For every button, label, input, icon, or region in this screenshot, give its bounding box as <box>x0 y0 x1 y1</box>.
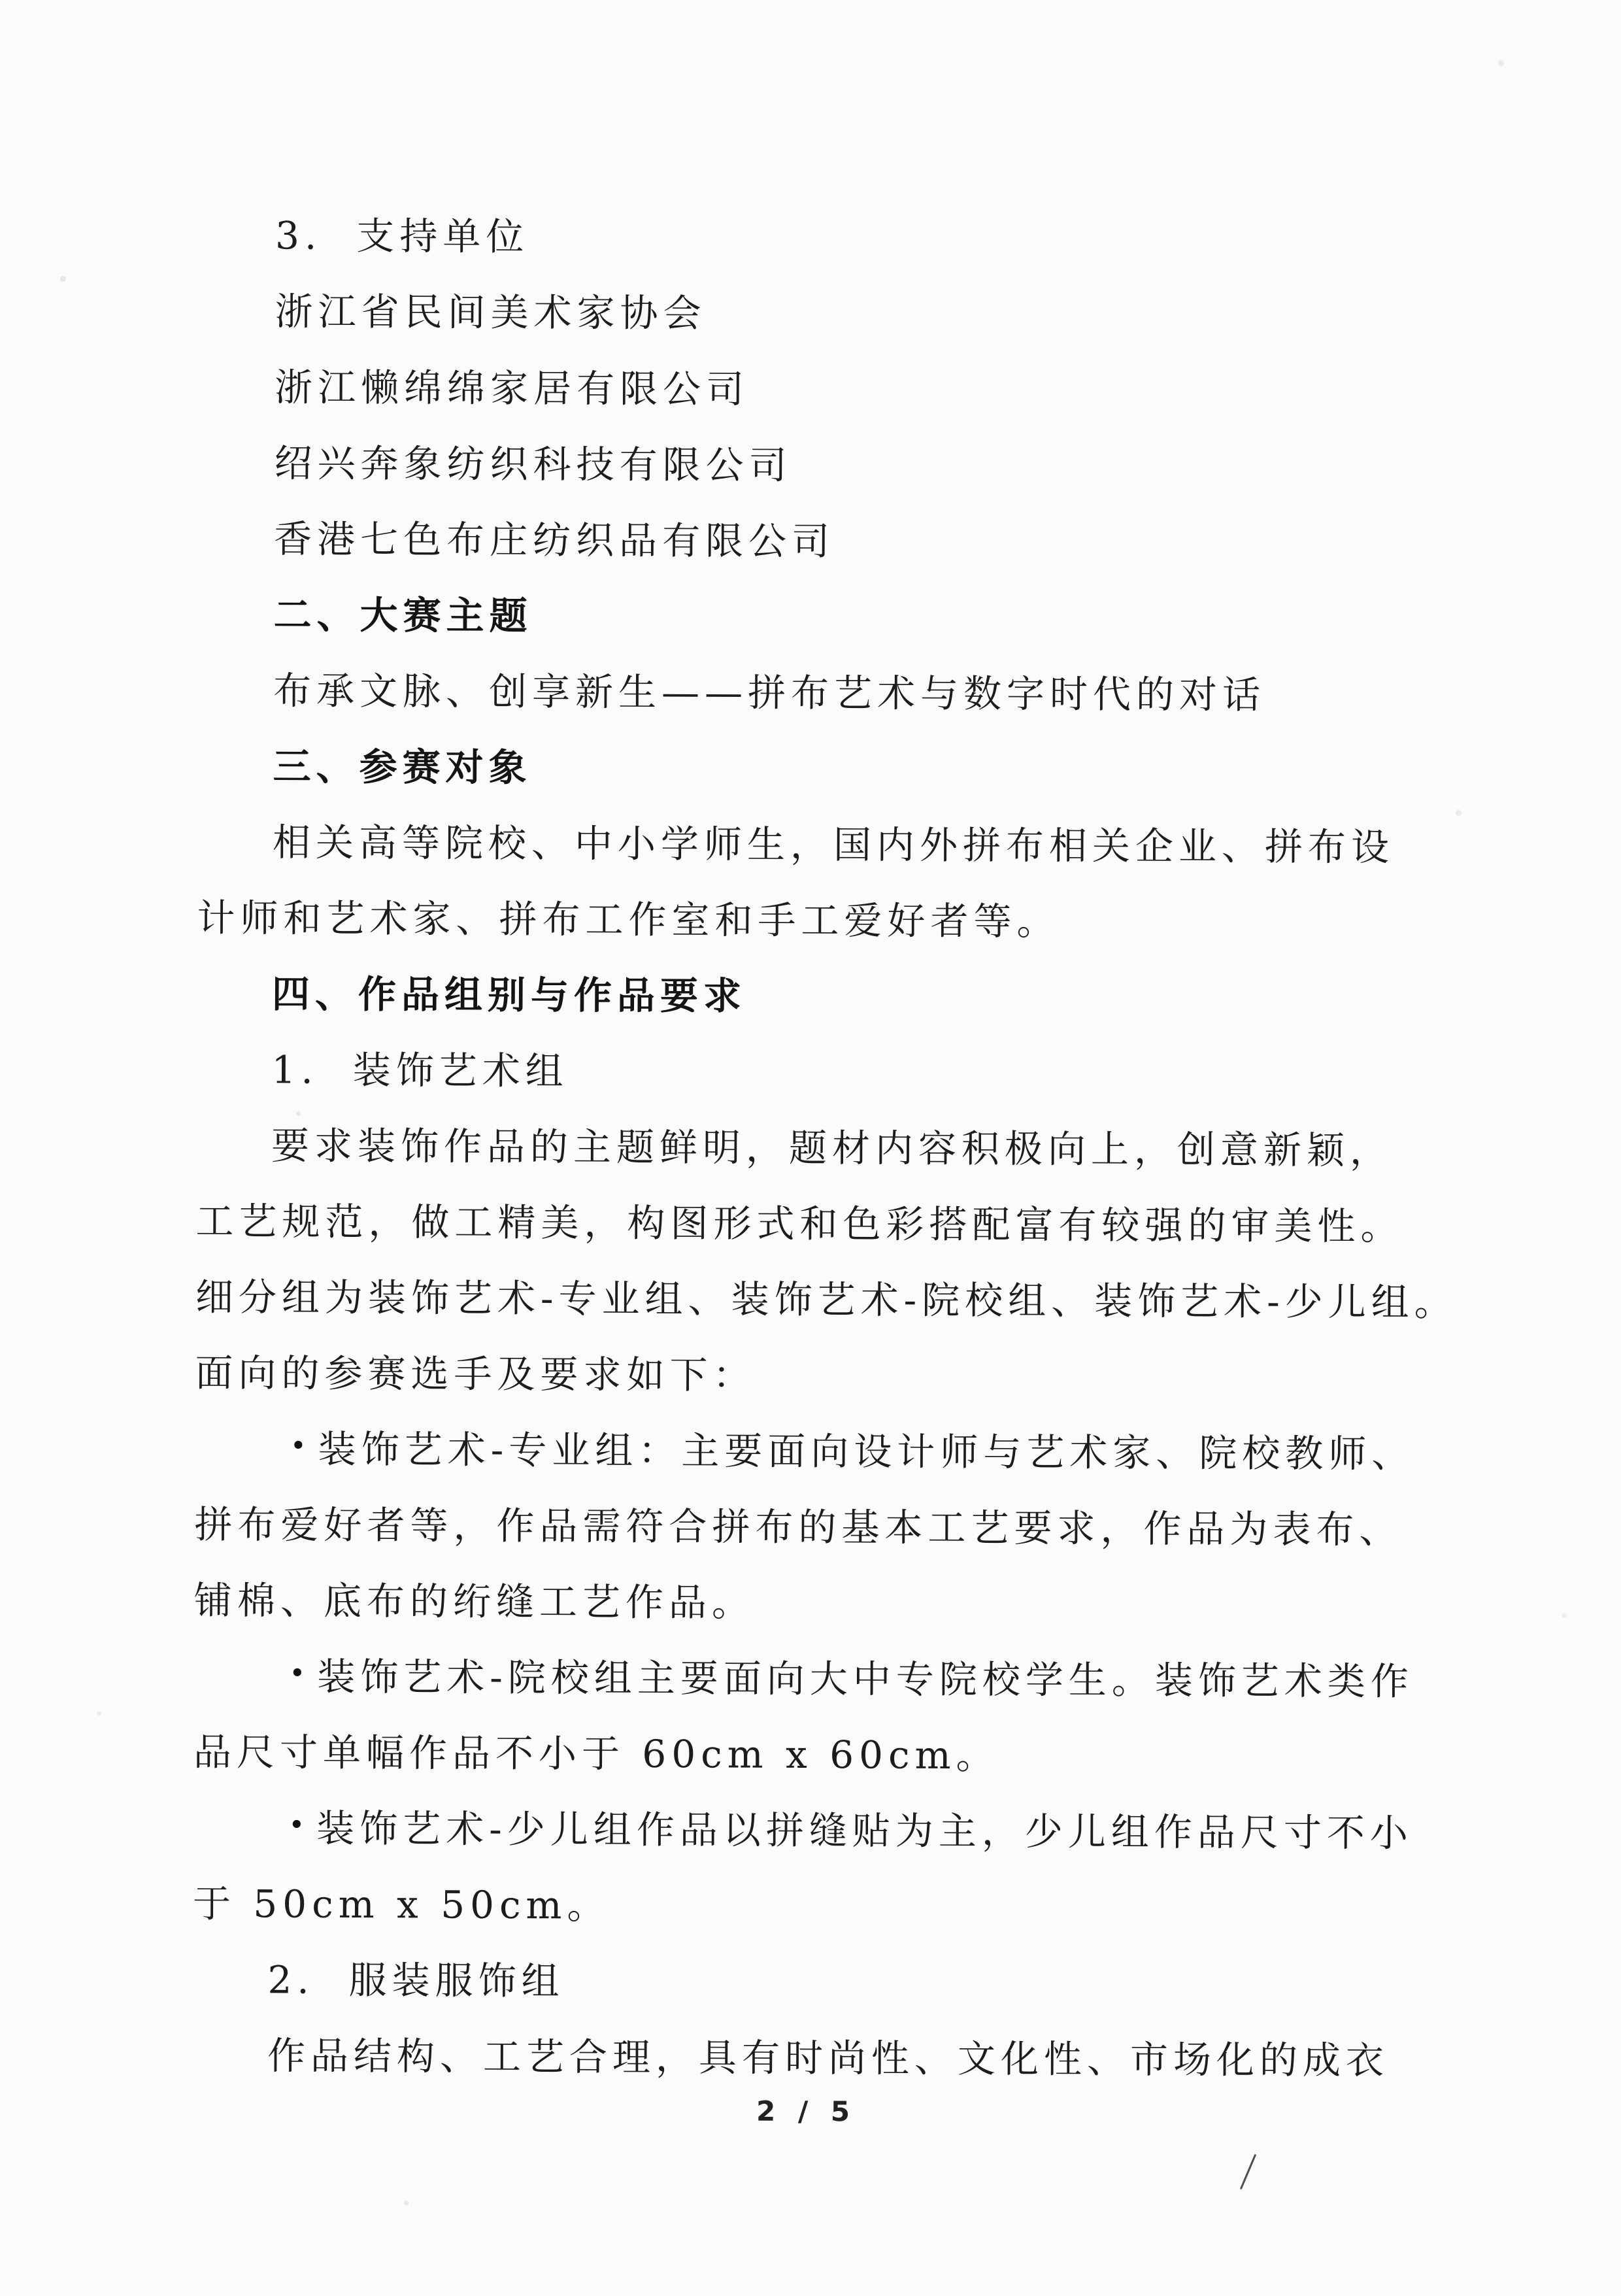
line-text: 绍兴奔象纺织科技有限公司 <box>274 441 792 488</box>
line-text: 装饰艺术-少儿组作品以拼缝贴为主，少儿组作品尺寸不小 <box>316 1806 1413 1856</box>
line-text: 面向的参赛选手及要求如下： <box>195 1350 756 1398</box>
text-line <box>193 1711 1448 1792</box>
line-text: 布承文脉、创享新生——拼布艺术与数字时代的对话 <box>273 668 1266 718</box>
line-text: 二、大赛主题 <box>273 592 533 639</box>
text-line <box>192 2014 1447 2095</box>
text-line <box>200 194 1455 275</box>
line-text: 于 50cm x 50cm。 <box>192 1881 610 1928</box>
line-text: 四、作品组别与作品要求 <box>271 971 747 1019</box>
text-line <box>193 1787 1448 1868</box>
line-text: 3. 支持单位 <box>275 213 529 260</box>
text-line <box>192 1938 1447 2019</box>
line-text: 浙江省民间美术家协会 <box>275 289 707 336</box>
line-text: 2. 服装服饰组 <box>267 1957 565 2004</box>
line-text: 香港七色布庄纺织品有限公司 <box>273 516 835 564</box>
section-heading <box>197 725 1452 806</box>
line-text: 三、参赛对象 <box>273 744 532 790</box>
line-text: 1. 装饰艺术组 <box>271 1047 569 1094</box>
text-line <box>196 1104 1451 1185</box>
bullet-dot-icon: • <box>289 1657 311 1689</box>
text-line <box>194 1483 1449 1564</box>
text-line <box>193 1635 1448 1716</box>
text-line <box>196 1028 1451 1109</box>
document-body <box>192 194 1456 2095</box>
text-line <box>195 1256 1458 1337</box>
text-line <box>199 422 1454 503</box>
line-text: 浙江懒绵绵家居有限公司 <box>274 365 750 412</box>
line-text: 要求装饰作品的主题鲜明，题材内容积极向上，创意新颖， <box>271 1123 1394 1173</box>
line-text: 工艺规范，做工精美，构图形式和色彩搭配富有较强的审美性。 <box>195 1198 1404 1249</box>
bullet-dot-icon: • <box>288 1808 310 1841</box>
line-text: 装饰艺术-专业组：主要面向设计师与艺术家、院校教师、 <box>318 1427 1415 1477</box>
page-number: 2 / 5 <box>756 2095 857 2128</box>
line-text: 装饰艺术-院校组主要面向大中专院校学生。装饰艺术类作 <box>317 1654 1414 1704</box>
text-line <box>195 1180 1450 1261</box>
scan-noise-specks <box>0 0 2 2</box>
line-text: 相关高等院校、中小学师生，国内外拼布相关企业、拼布设 <box>272 820 1395 869</box>
text-line <box>199 498 1454 579</box>
text-line <box>195 1408 1450 1489</box>
text-line <box>194 1559 1449 1640</box>
line-text: 作品结构、工艺合理，具有时尚性、文化性、市场化的成衣 <box>267 2033 1390 2083</box>
text-line <box>198 649 1453 730</box>
line-text: 细分组为装饰艺术-专业组、装饰艺术-院校组、装饰艺术-少儿组。 <box>195 1274 1458 1325</box>
line-text: 品尺寸单幅作品不小于 60cm x 60cm。 <box>193 1729 999 1778</box>
line-text: 拼布爱好者等，作品需符合拼布的基本工艺要求，作品为表布、 <box>194 1502 1403 1552</box>
text-line <box>197 801 1452 882</box>
text-line <box>197 877 1452 958</box>
line-text: 铺棉、底布的绗缝工艺作品。 <box>193 1578 756 1625</box>
text-line <box>195 1332 1450 1413</box>
bullet-dot-icon: • <box>290 1429 312 1462</box>
text-line <box>199 270 1454 351</box>
line-text: 计师和艺术家、拼布工作室和手工爱好者等。 <box>197 895 1060 944</box>
text-line <box>199 346 1454 427</box>
section-heading <box>197 953 1452 1034</box>
text-line <box>193 1863 1448 1944</box>
section-heading <box>198 573 1453 654</box>
